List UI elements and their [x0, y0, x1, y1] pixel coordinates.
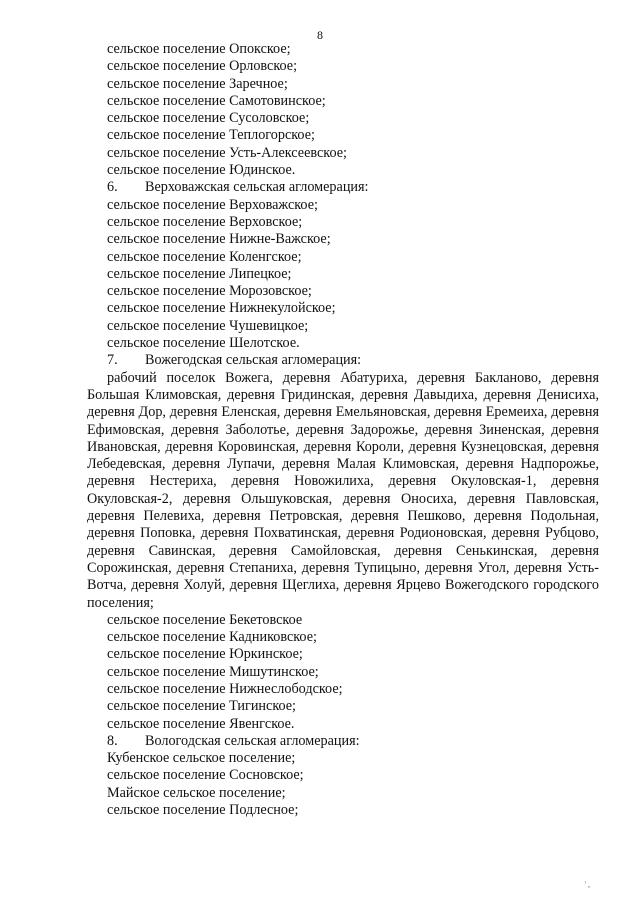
- list-item: сельское поселение Верховажское;: [107, 196, 318, 213]
- section-title: Вожегодская сельская агломерация:: [145, 352, 362, 369]
- document-body: [87, 41, 599, 819]
- list-item: сельское поселение Теплогорское;: [107, 127, 315, 144]
- list-item: сельское поселение Липецкое;: [107, 265, 292, 282]
- section-heading: [87, 179, 599, 196]
- list-item: сельское поселение Орловское;: [107, 58, 298, 75]
- scan-artifact-mark: ' ,: [584, 880, 590, 889]
- list-item: Майское сельское поселение;: [107, 784, 286, 801]
- section-title: Вологодская сельская агломерация:: [145, 732, 360, 749]
- list-item: сельское поселение Шелотское.: [107, 335, 300, 352]
- list-item: сельское поселение Морозовское;: [107, 283, 312, 300]
- list-item: сельское поселение Нижне-Важское;: [107, 231, 331, 248]
- list-item: сельское поселение Самотовинское;: [107, 92, 326, 109]
- list-item: сельское поселение Сосновское;: [107, 767, 304, 784]
- list-item: сельское поселение Кадниковское;: [107, 629, 317, 646]
- list-item: сельское поселение Нижнеслободское;: [107, 680, 343, 697]
- list-item: сельское поселение Чушевицкое;: [107, 317, 309, 334]
- list-item: сельское поселение Юдинское.: [107, 162, 296, 179]
- section-title: Верховажская сельская агломерация:: [145, 179, 369, 196]
- list-item: сельское поселение Подлесное;: [107, 802, 299, 819]
- list-item: сельское поселение Сусоловское;: [107, 110, 310, 127]
- section-number: 7.: [107, 352, 118, 369]
- list-item: сельское поселение Тигинское;: [107, 698, 296, 715]
- section-heading: [87, 352, 599, 369]
- section-heading: [87, 733, 599, 750]
- section-number: 6.: [107, 179, 118, 196]
- list-item: сельское поселение Нижнекулойское;: [107, 300, 336, 317]
- settlement-paragraph: рабочий поселок Вожега, деревня Абатуриха, деревня Бакланово, деревня Большая Климовская, деревня Гридинская, деревня Давыдиха, деревня Денисиха, деревня Дор, деревня Еленская, деревня Емельяновская, деревня Еремеиха, деревня Ефимовская, деревня Заболотье, деревня Задорожье, деревня Зиненская, деревня Ивановская, деревня Коровинская, деревня Короли, деревня Кузнецовская, деревня Лебедевская, деревня Лупачи, деревня Малая Климовская, деревня Надпорожье, деревня Нестериха, деревня Новожилиха, деревня Окуловская-1, деревня Окуловская-2, деревня Ольшуковская, деревня Оносиха, деревня Павловская, деревня Пелевиха, деревня Петровская, деревня Пешково, деревня Подольная, деревня Поповка, деревня Похватинская, деревня Родионовская, деревня Рубцово, деревня Савинская, деревня Самойловская, деревня Сенькинская, деревня Сорожинская, деревня Степаниха, деревня Тупицыно, деревня Угол, деревня Усть-Вотча, деревня Холуй, деревня Щеглиха, деревня Ярцево Вожегодского городского поселения;: [87, 369, 599, 611]
- list-item: сельское поселение Бекетовское: [107, 611, 303, 628]
- list-item: сельское поселение Верховское;: [107, 213, 303, 230]
- list-item: сельское поселение Явенгское.: [107, 715, 295, 732]
- list-item: Кубенское сельское поселение;: [107, 750, 296, 767]
- list-item: сельское поселение Опокское;: [107, 41, 291, 57]
- section-number: 8.: [107, 732, 118, 749]
- list-item: сельское поселение Усть-Алексеевское;: [107, 144, 347, 161]
- list-item: сельское поселение Заречное;: [107, 75, 288, 92]
- list-item: сельское поселение Мишутинское;: [107, 663, 319, 680]
- list-item: сельское поселение Коленгское;: [107, 248, 302, 265]
- page-number: 8: [317, 28, 323, 42]
- list-item: сельское поселение Юркинское;: [107, 646, 303, 663]
